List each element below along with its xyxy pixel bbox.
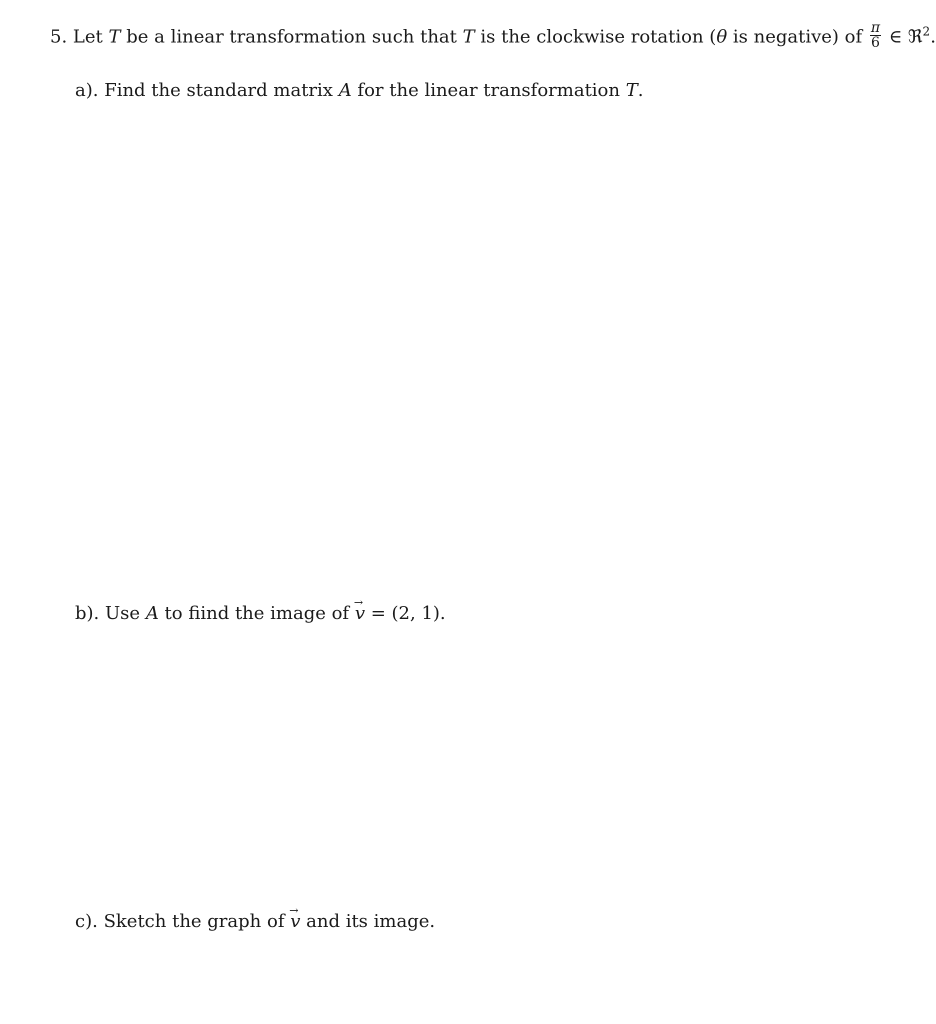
question-text-4: is negative) of <box>732 26 863 48</box>
symbol-A: A <box>338 80 352 101</box>
vector-v: v → <box>290 910 300 934</box>
part-b-text-1: Use <box>105 603 141 624</box>
part-c-text-1: Sketch the graph of <box>103 911 285 932</box>
vector-v: v → <box>355 602 365 626</box>
part-a-text-2: for the linear transformation <box>357 80 620 101</box>
symbol-T: T <box>625 80 638 101</box>
question-text-6: . <box>930 26 936 48</box>
question-text-5: ∈ ℜ <box>888 26 923 48</box>
question-text-2: be a linear transformation such that <box>126 26 457 48</box>
question-text-1: Let <box>72 26 103 48</box>
part-c-text-2: and its image. <box>306 911 436 932</box>
part-b-label: b). <box>75 603 100 624</box>
symbol-T: T <box>462 26 475 48</box>
question-number: 5. <box>50 26 68 48</box>
symbol-A: A <box>145 603 159 624</box>
part-a <box>75 79 643 103</box>
part-c-label: c). <box>75 911 98 932</box>
fraction-denominator: 6 <box>871 35 880 51</box>
part-b <box>75 602 446 626</box>
part-a-text-1: Find the standard matrix <box>104 80 333 101</box>
superscript-2: 2 <box>922 24 931 39</box>
symbol-T: T <box>108 26 121 48</box>
part-a-text-3: . <box>637 80 644 101</box>
symbol-theta: θ <box>716 26 728 48</box>
part-b-text-3: = (2, 1). <box>370 603 446 624</box>
fraction-numerator: π <box>870 20 881 36</box>
part-a-label: a). <box>75 80 99 101</box>
part-c <box>75 910 435 934</box>
question-text-3: is the clockwise rotation ( <box>480 26 717 48</box>
fraction-pi-over-6 <box>870 21 881 50</box>
part-b-text-2: to fiind the image of <box>164 603 350 624</box>
question-statement <box>50 20 936 52</box>
